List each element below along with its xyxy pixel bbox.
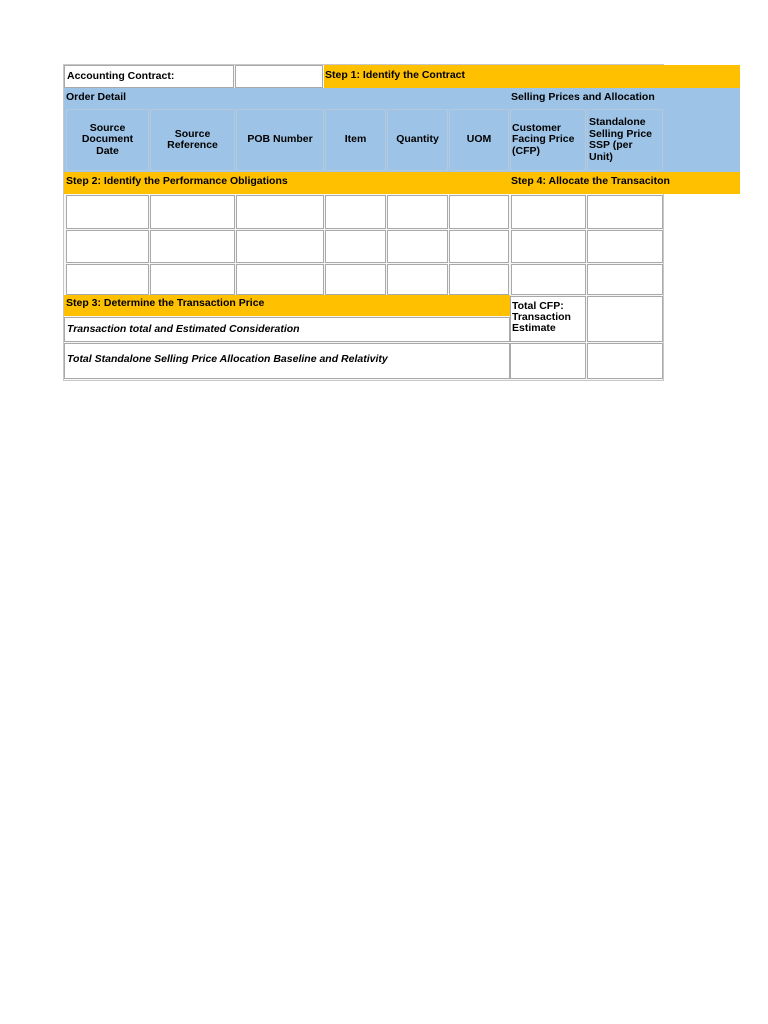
- row-1-item-cell[interactable]: [325, 195, 386, 229]
- step4-banner: Step 4: Allocate the Transaciton: [510, 172, 740, 194]
- accounting-contract-input[interactable]: [235, 65, 323, 88]
- row-3-source-document-date-cell[interactable]: [66, 264, 149, 295]
- row-1-quantity-cell[interactable]: [387, 195, 448, 229]
- row-2-item-cell[interactable]: [325, 230, 386, 263]
- step1-banner: Step 1: Identify the Contract: [324, 65, 740, 88]
- row-3-cfp-cell[interactable]: [511, 264, 586, 295]
- total-ssp-cfp-cell[interactable]: [510, 343, 586, 379]
- col-ssp: Standalone Selling Price SSP (per Unit): [587, 109, 663, 171]
- row-2-source-document-date-cell[interactable]: [66, 230, 149, 263]
- row-3-source-reference-cell[interactable]: [150, 264, 235, 295]
- step3-banner: Step 3: Determine the Transaction Price: [64, 295, 510, 316]
- row-3-pob-number-cell[interactable]: [236, 264, 324, 295]
- col-source-document-date: Source Document Date: [66, 109, 149, 171]
- row-2-source-reference-cell[interactable]: [150, 230, 235, 263]
- row-3-quantity-cell[interactable]: [387, 264, 448, 295]
- row-1-source-reference-cell[interactable]: [150, 195, 235, 229]
- row-2-quantity-cell[interactable]: [387, 230, 448, 263]
- total-ssp-allocation-row: Total Standalone Selling Price Allocation Baseline and Relativity: [64, 343, 510, 379]
- row-2-cfp-cell[interactable]: [511, 230, 586, 263]
- row-3-item-cell[interactable]: [325, 264, 386, 295]
- row-1-uom-cell[interactable]: [449, 195, 509, 229]
- total-ssp-ssp-cell[interactable]: [587, 343, 663, 379]
- selling-prices-title: Selling Prices and Allocation: [511, 91, 655, 103]
- total-cfp-label: Total CFP: Transaction Estimate: [510, 296, 586, 342]
- transaction-total-row: Transaction total and Estimated Consideration: [64, 317, 510, 342]
- order-detail-title: Order Detail: [66, 91, 127, 103]
- row-1-pob-number-cell[interactable]: [236, 195, 324, 229]
- accounting-contract-label: Accounting Contract:: [64, 65, 234, 88]
- row-1-source-document-date-cell[interactable]: [66, 195, 149, 229]
- row-2-ssp-cell[interactable]: [587, 230, 663, 263]
- row-1-cfp-cell[interactable]: [511, 195, 586, 229]
- row-1-ssp-cell[interactable]: [587, 195, 663, 229]
- row-3-ssp-cell[interactable]: [587, 264, 663, 295]
- row-2-uom-cell[interactable]: [449, 230, 509, 263]
- col-quantity: Quantity: [387, 109, 448, 171]
- total-cfp-value[interactable]: [587, 296, 663, 342]
- step2-banner: Step 2: Identify the Performance Obligations: [64, 172, 510, 194]
- col-source-reference: Source Reference: [150, 109, 235, 171]
- col-uom: UOM: [449, 109, 509, 171]
- col-cfp: Customer Facing Price (CFP): [510, 109, 586, 171]
- col-pob-number: POB Number: [236, 109, 324, 171]
- col-item: Item: [325, 109, 386, 171]
- row-2-pob-number-cell[interactable]: [236, 230, 324, 263]
- row-3-uom-cell[interactable]: [449, 264, 509, 295]
